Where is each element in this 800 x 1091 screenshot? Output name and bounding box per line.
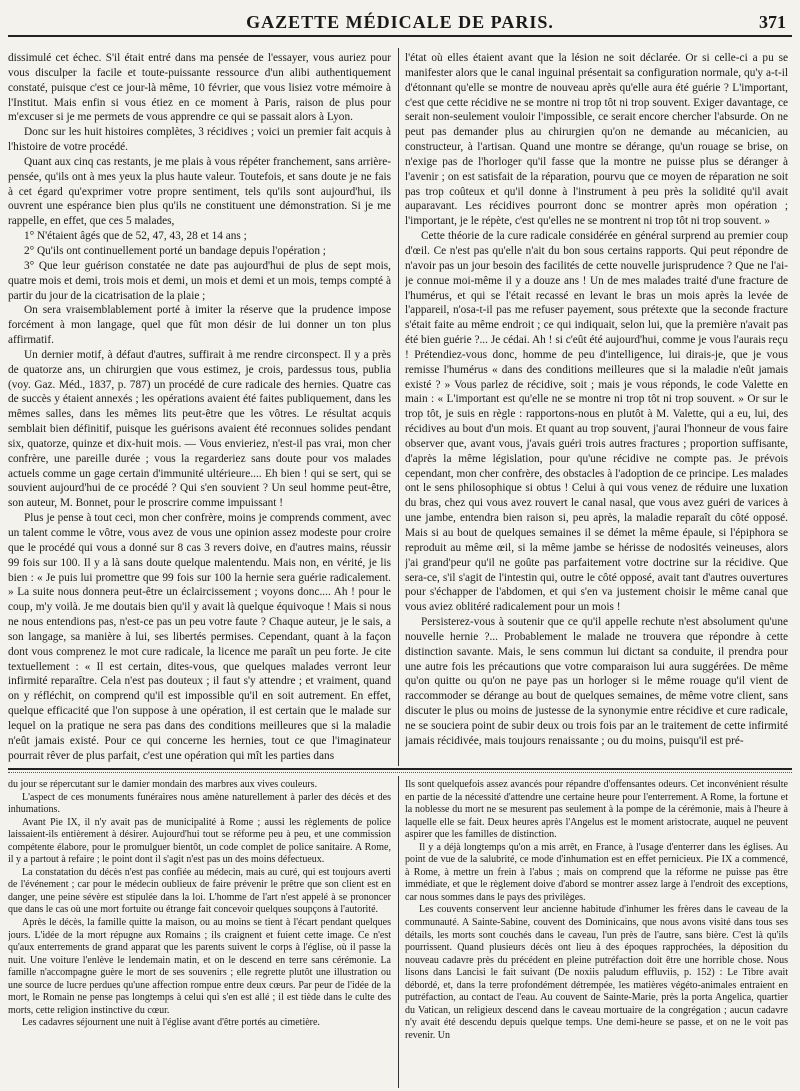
paragraph: On sera vraisemblablement porté à imiter la réserve que la prudence impose forcément à mon langage, quel que fût mon désir de lui donner un ton plus affirmatif. — [8, 304, 391, 347]
page-number: 371 — [759, 12, 786, 32]
paragraph: Un dernier motif, à défaut d'autres, suffirait à me rendre circonspect. Il y a près de quatorze ans, un chirurgien que vous estimez, je crois, pardessus tous, publia (voy. Gaz. Méd., 1837, p. 787) un procédé de cure radicale des hernies. Quatre cas de succès y étaient annexés ; les opérations avaient été faites publiquement, dans les mêmes salles, dans les mêmes lits peut-être que les vôtres. Le résultat acquis semblait bien définitif, puisque les guérisons avaient été reconnues solides pendant six, quatorze, quinze et dix-huit mois. — Vous envieriez, n'est-il pas vrai, mon cher confrère, une pareille durée ; vous la regarderiez sans doute pour vos malades actuels comme un gage certain d'immunité ultérieure.... Eh bien ! qui se sert, qui se souvient aujourd'hui de ce procédé ? Qui s'en souvient ? Un seul homme peut-être, son auteur, M. Bonnet, pour le proscrire comme impuissant ! — [8, 348, 391, 510]
feuilleton-dotted-rule — [8, 772, 792, 773]
article-column-left — [8, 51, 391, 763]
header-rule — [8, 35, 792, 37]
page-header — [0, 0, 800, 40]
paragraph: La constatation du décès n'est pas confiée au médecin, mais au curé, qui est toujours averti de l'événement ; car pour le médecin oublieux de faire prévenir le prêtre que son client est en danger, une peine sévère est stipulée dans la loi. L'homme de l'art n'est appelé à se prononcer que dans le cas où une mort fortuite ou étrange fait concevoir quelques soupçons à l'autorité. — [8, 866, 391, 916]
paragraph: Quant aux cinq cas restants, je me plais à vous répéter franchement, sans arrière-pensée, qu'ils ont à mes yeux la plus haute valeur. Toutefois, et sans doute je ne fais à cet égard qu'exprimer votre propre sentiment, tels qu'ils sont aujourd'hui, ils ouvrent une espérance bien plus qu'ils ne constituent une démonstration. Si je me rappelle, en effet, que ces 5 malades, — [8, 155, 391, 228]
paragraph: Donc sur les huit histoires complètes, 3 récidives ; voici un premier fait acquis à l'histoire de votre procédé. — [8, 126, 391, 154]
feuilleton-column-divider — [398, 776, 399, 1088]
paragraph: l'état où elles étaient avant que la lésion ne soit déclarée. Or si celle-ci a pu se manifester alors que le canal inguinal présentait sa configuration normale, qu'y a-t-il d'étonnant qu'elle se montre de nouveau après qu'elle aura été guérie ? L'important, c'est que cette récidive ne se montre ni trop tôt ni trop souvent. Exiger davantage, ce serait non-seulement vouloir l'impossible, ce serait encore chercher l'absurde. On ne peut pas demander plus au chirurgien qu'on ne demande au mécanicien, au constructeur, à l'artisan. Quand une montre se dérange, qu'un rouage se brise, on n'exige pas de l'horloger qu'il fasse que la montre ne puisse plus se déranger à l'avenir ; on est satisfait de la réparation, pourvu que ce moyen de réparation ne soit pas trop coûteux et qu'il donne à l'instrument à peu près la solidité qu'il avait auparavant. Les récidives pourront donc se montrer après mon opération ; l'important, je le répète, c'est qu'elles ne se montrent ni trop tôt ni trop souvent. » — [405, 52, 788, 228]
list-item: 3° Que leur guérison constatée ne date pas aujourd'hui de plus de sept mois, quatre mois et demi, trois mois et demi, un mois et demi et un mois, temps compté à partir du jour de la cicatrisation de la plaie ; — [8, 259, 391, 302]
feuilleton-column-right — [405, 779, 788, 1089]
paragraph: Avant Pie IX, il n'y avait pas de municipalité à Rome ; aussi les règlements de police laissaient-ils entièrement à désirer. Aujourd'hui tout se réforme peu à peu, et une commission compétente élabore, pour le promulguer bientôt, un code complet de police sanitaire. A Rome, il y a partout à refaire ; le point dont il s'agit n'est pas un des moins défectueux. — [8, 816, 391, 866]
article-column-right — [405, 51, 788, 763]
list-item: 2° Qu'ils ont continuellement porté un bandage depuis l'opération ; — [24, 244, 326, 257]
paragraph: Ils sont quelquefois assez avancés pour répandre d'offensantes odeurs. Cet inconvénient résulte en partie de la nécessité d'attendre une certaine heure pour l'enterrement. A Rome, la fortune et la noblesse du mort ne se mesurent pas seulement à la pompe de la cérémonie, mais à l'heure à laquelle elle se fait. Deux heures après l'Angelus est le moment aristocrate, auquel ne peuvent aspirer que les familles de distinction. — [405, 779, 788, 841]
paragraph: Après le décès, la famille quitte la maison, ou au moins se tient à l'écart pendant quelques jours. L'idée de la mort répugne aux Romains ; ils craignent et fuient cette image. Ce n'est qu'aux enterrements de grand apparat que les parents suivent le corps à l'église, où il passe la nuit. Une voiture l'enlève le lendemain matin, et on le descend en terre sans cérémonie. La famille n'accompagne guère le mort de ses souvenirs ; elle regrette plutôt une illustration ou une source de lucre perdues qu'une affection rompue entre deux cœurs. Par peur de l'idée de la mort, le Romain ne pense pas longtemps à celui qui s'en est allé ; il est tiède dans le culte des morts, cette religion instinctive du cœur. — [8, 917, 391, 1016]
column-divider — [398, 48, 399, 766]
paragraph: Persisterez-vous à soutenir que ce qu'il appelle rechute n'est absolument qu'une nouvelle hernie ?... Probablement le malade ne trouvera que répondre à cette distinction savante. Mais, le sens commun lui dictant sa conduite, il prendra pour une autre fois les précautions que votre comparaison lui aura suggérées. De même qu'on quitte ou qu'on ne paye pas un horloger si le même rouage qu'il vient de raccommoder se dérange au bout de quelques semaines, de même votre client, sans discuter le plus ou moins de justesse de la synonymie entre récidive et cure radicale, ne se souciera point de subir deux ou trois fois par an le traitement de cette infirmité jamais récidivée, mais toujours renaissante ; ou du moins, puisqu'il est pré- — [405, 616, 788, 747]
paragraph: dissimulé cet échec. S'il était entré dans ma pensée de l'essayer, vous auriez pour vous disculper la facile et toute-puissante ressource d'un alibi authentiquement constaté, puisque c'est ce jour-là même, 10 février, que vous lisiez votre mémoire à l'Institut. Mais enfin si vous étiez en ce moment à Paris, raison de plus pour m'excuser si je me permets de vous apprendre ce qui se passait alors à Lyon. — [8, 52, 391, 124]
paragraph: Cette théorie de la cure radicale considérée en général surprend au premier coup d'œil. Ce n'est pas qu'elle n'ait du bon sous certains rapports. Qui peut répondre de n'avoir pas un jour besoin des facilités de cette nouvelle jurisprudence ? Que ne l'ai-je connue moi-même il y a douze ans ! Un de mes malades traité d'une fracture de l'humérus, et qui se l'était recassé en levant le bras un mois après la levée de l'appareil, n'osa-t-il pas me refuser payement, sous prétexte que la seconde fracture s'était faite au même endroit ; ce qui indiquait, selon lui, que la première n'avait pas été bien guérie ?... Je cédai. Ah ! si c'eût été aujourd'hui, comme je vous l'aurais reçu ! Prétendiez-vous donc, homme de peu d'intelligence, lui dirais-je, que je vous remisse l'humérus « dans des conditions meilleures que si la maladie n'eût jamais existé ? » Vous parlez de récidive, soit ; mais je vous réponds, le code Valette en main : « L'important est qu'elle ne se montre ni trop tôt ni trop souvent. » Or sur le trop tôt, je suis en règle : rapportons-nous en plutôt à M. Valette, qui a eu, lui, des récidives au bout d'un mois. Et quant au trop souvent, j'aurai l'honneur de vous faire observer que, avant vous, j'avais guéri trois autres fractures ; proportion suffisante, d'après la même législation, pour qu'une récidive ne compte pas. Je prévois cependant, mon cher confrère, des obstacles à l'adoption de ce principe. Les malades ont le sens philosophique si obtus ! Celui à qui vous venez de réduire une luxation du bras, chez qui vous avez rouvert le canal nasal, que vous avez guéri de varices à une jambe, entendra bien raison si, peu après, la maladie reparaît du côté opposé. Mais si au bout de quelques semaines il se démet la même épaule, si l'épiphora se reproduit au même œil, si la même jambe se hérisse de nodosités veineuses, alors j'ai grand'peur qu'il ne goûte pas parfaitement votre doctrine sur la récidive. Que sera-ce, s'il s'agit de l'intestin qui, outre le côté opposé, avait tant d'autres ouvertures pour s'échapper de l'abdomen, et qui s'en va justement choisir le même canal que vous aviez oblitéré radicalement pour un mois ! — [405, 230, 788, 614]
paragraph: Les couvents conservent leur ancienne habitude d'inhumer les frères dans le caveau de la communauté. A Sainte-Sabine, couvent des Dominicains, que nous avons visité dans tous ses détails, les morts sont couchés dans le caveau, l'un près de l'autre, sans bière. C'est là qu'ils pourrissent. Quand plusieurs décès ont lieu à des époques rapprochées, la déposition du nouveau cadavre près du précédent en pleine putréfaction doit être une horrible chose. Nous lisons dans Lancisi le fait suivant (De noxiis paludum effluviis, p. 152) : Le Tibre avait débordé, et, dans la terre profondément détrempée, les matières végéto-animales entraient en putréfaction, au contact de l'eau. Au couvent de Sainte-Marie, près la porta Angelica, quartier du Vatican, un religieux descend dans le caveau mortuaire de la congrégation ; aucun cadavre n'y avait été descendu depuis quelque temps. Une demi-heure se passe, et on ne le voit pas revenir. Un — [405, 904, 788, 1041]
paragraph: Les cadavres séjournent une nuit à l'église avant d'être portés au cimetière. — [22, 1017, 320, 1029]
paragraph: du jour se répercutant sur le damier mondain des marbres aux vives couleurs. — [8, 779, 318, 790]
feuilleton-divider — [8, 768, 792, 770]
paragraph: Il y a déjà longtemps qu'on a mis arrêt, en France, à l'usage d'enterrer dans les églises. Au point de vue de la salubrité, ce mode d'inhumation est en effet pernicieux. Pie IX a commencé, à Rome, à mettre un frein à l'abus ; mais on comprend que la réforme ne puisse pas être immédiate, et que le règlement doive d'abord se montrer assez large à l'endroit des exceptions, car nous sommes dans le pays des privilèges. — [405, 841, 788, 903]
feuilleton-column-left — [8, 779, 391, 1089]
list-item: 1° N'étaient âgés que de 52, 47, 43, 28 et 14 ans ; — [24, 230, 247, 243]
paragraph: L'aspect de ces monuments funéraires nous amène naturellement à parler des décès et des inhumations. — [8, 791, 391, 816]
paragraph: Plus je pense à tout ceci, mon cher confrère, moins je comprends comment, avec un talent comme le vôtre, vous avez de vous une opinion assez modeste pour croire que le procédé qui vous a donné sur 8 cas 3 revers doive, en d'autres mains, réussir 99 fois sur 100. Il y a là sans doute quelque malentendu. Mais non, en vérité, je lis bien : « Je puis lui promettre que 99 fois sur 100 la hernie sera guérie radicalement. » La suite nous donnera peut-être un éclaircissement ; voyons donc.... Ah ! pour le coup, m'y voilà. Je me doutais bien qu'il y avait là quelque équivoque ! Mais si nous ne nous entendions pas, n'est-ce pas un peu votre faute ? Chaque auteur, je le sais, a son langage, sa manière à lui, ses libertés permises. Cependant, quant à la façon dont vous comprenez le mot cure radicale, la licence me paraît un peu forte. Je cite textuellement : « Il est certain, dites-vous, que quelques malades verront leur infirmité reparaître. Cela n'est pas douteux ; il faut s'y attendre ; et vraiment, quand on y réfléchit, on comprend qu'il est impossible qu'il en soit autrement. En effet, quelque efficacité que l'on suppose à une opération, il est certain que le malade sur lequel on la pratique ne sera pas dans des conditions meilleures que si la maladie n'eût jamais existé. Pour ce qui concerne les hernies, tout ce que l'imaginateur pourrait rêver de plus parfait, c'est une opération qui mît les parties dans — [8, 512, 391, 762]
journal-title: GAZETTE MÉDICALE DE PARIS. — [246, 12, 554, 32]
